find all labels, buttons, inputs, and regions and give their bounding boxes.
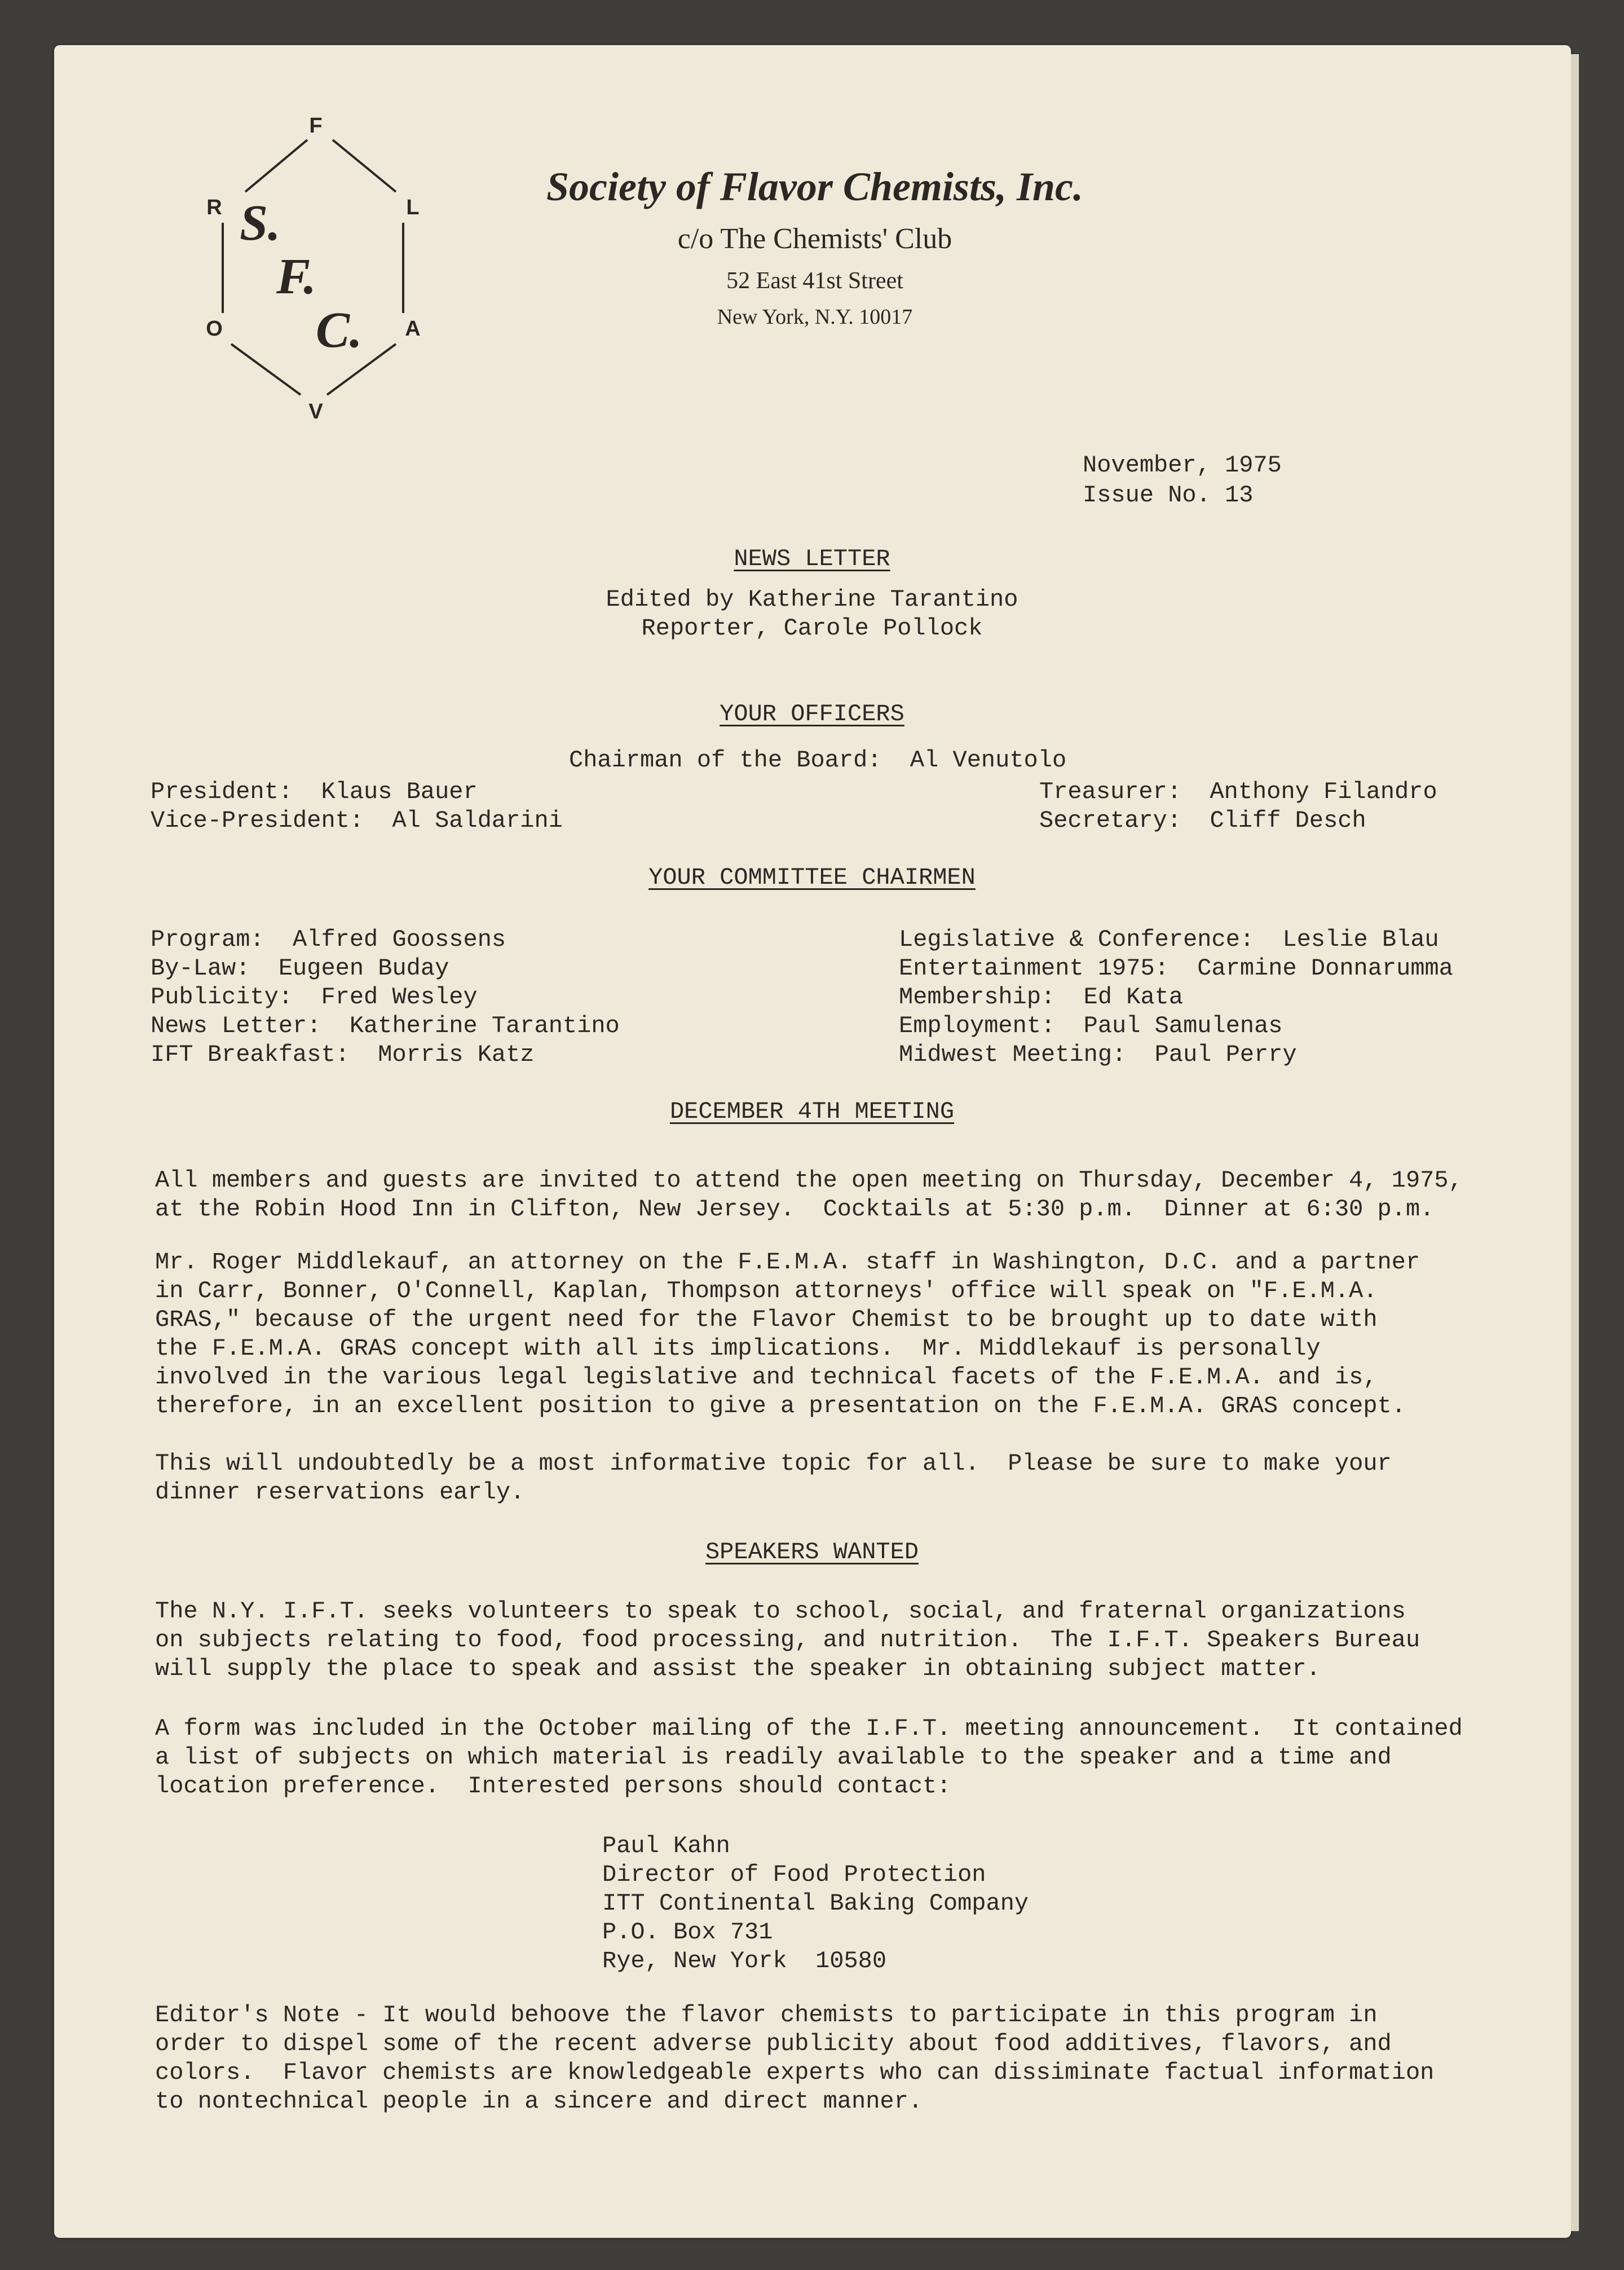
speakers-heading: SPEAKERS WANTED <box>705 1539 919 1566</box>
street-address: 52 East 41st Street <box>726 268 903 294</box>
city-address: New York, N.Y. 10017 <box>717 305 913 329</box>
officer-secretary: Secretary: Cliff Desch <box>1039 807 1366 834</box>
committee-item: Program: Alfred Goossens <box>151 926 506 953</box>
editors-note <box>155 2001 1434 2116</box>
logo-letter-l: L <box>406 196 420 219</box>
logo-letter-v: V <box>308 400 323 424</box>
officer-president: President: Klaus Bauer <box>151 778 478 805</box>
logo-monogram-f: F. <box>276 249 316 305</box>
text-line: dinner reservations early. <box>155 1479 525 1506</box>
contact-company: ITT Continental Baking Company <box>602 1890 1029 1917</box>
speakers-paragraph-2 <box>155 1714 1463 1801</box>
contact-name: Paul Kahn <box>602 1832 730 1859</box>
text-line: in Carr, Bonner, O'Connell, Kaplan, Thompson attorneys' office will speak on "F.E.M.A. <box>155 1277 1378 1304</box>
text-line: at the Robin Hood Inn in Clifton, New Jersey. Cocktails at 5:30 p.m. Dinner at 6:30 p.m. <box>155 1196 1435 1223</box>
committee-item: Legislative & Conference: Leslie Blau <box>899 926 1439 953</box>
care-of: c/o The Chemists' Club <box>677 223 952 255</box>
text-line: involved in the various legal legislative and technical facets of the F.E.M.A. and is, <box>155 1364 1378 1391</box>
committee-item: News Letter: Katherine Tarantino <box>151 1012 620 1039</box>
text-line: All members and guests are invited to attend the open meeting on Thursday, December 4, 1975, <box>155 1167 1463 1194</box>
logo-letter-a: A <box>405 317 421 341</box>
text-line: This will undoubtedly be a most informative topic for all. Please be sure to make your <box>155 1450 1392 1477</box>
contact-address <box>602 1832 1029 1976</box>
text-line: GRAS," because of the urgent need for the Flavor Chemist to be brought up to date with <box>155 1306 1378 1333</box>
logo-monogram-c: C. <box>316 302 363 358</box>
speakers-paragraph-1 <box>155 1597 1420 1683</box>
officer-vice-president: Vice-President: Al Saldarini <box>151 807 563 834</box>
page-edge <box>1571 54 1579 2231</box>
officers-heading: YOUR OFFICERS <box>720 700 904 728</box>
committee-item: By-Law: Eugeen Buday <box>151 955 449 982</box>
text-line: A form was included in the October mailing of the I.F.T. meeting announcement. It contained <box>155 1715 1463 1742</box>
reporter-credit: Reporter, Carole Pollock <box>641 615 983 642</box>
logo-monogram-s: S. <box>240 195 281 251</box>
contact-city: Rye, New York 10580 <box>602 1947 887 1974</box>
committee-item: Entertainment 1975: Carmine Donnarumma <box>899 955 1453 982</box>
meeting-paragraph-3 <box>155 1449 1392 1507</box>
committee-item: IFT Breakfast: Morris Katz <box>151 1041 535 1068</box>
text-line: will supply the place to speak and assist the speaker in obtaining subject matter. <box>155 1655 1321 1682</box>
text-line: Editor's Note - It would behoove the flavor chemists to participate in this program in <box>155 2002 1378 2029</box>
text-line: The N.Y. I.F.T. seeks volunteers to speak to school, social, and fraternal organizations <box>155 1598 1406 1625</box>
issue-number: Issue No. 13 <box>1083 482 1254 509</box>
committee-left-list <box>151 925 620 1069</box>
newsletter-title: NEWS LETTER <box>734 545 890 572</box>
organization-name: Society of Flavor Chemists, Inc. <box>546 164 1083 209</box>
text-line: to nontechnical people in a sincere and direct manner. <box>155 2088 923 2115</box>
logo-letter-o: O <box>206 317 223 341</box>
editor-credit: Edited by Katherine Tarantino <box>606 586 1018 613</box>
contact-po-box: P.O. Box 731 <box>602 1919 773 1946</box>
committee-item: Employment: Paul Samulenas <box>899 1012 1283 1039</box>
committee-item: Membership: Ed Kata <box>899 984 1184 1011</box>
text-line: location preference. Interested persons should contact: <box>155 1773 951 1800</box>
text-line: a list of subjects on which material is readily available to the speaker and a time and <box>155 1744 1392 1771</box>
text-line: order to dispel some of the recent adverse publicity about food additives, flavors, and <box>155 2030 1392 2057</box>
meeting-paragraph-2 <box>155 1248 1420 1421</box>
text-line: therefore, in an excellent position to give a presentation on the F.E.M.A. GRAS concept. <box>155 1392 1406 1420</box>
meeting-paragraph-1 <box>155 1166 1463 1224</box>
officer-treasurer: Treasurer: Anthony Filandro <box>1039 778 1437 805</box>
committee-right-list <box>899 925 1453 1069</box>
text-line: the F.E.M.A. GRAS concept with all its implications. Mr. Middlekauf is personally <box>155 1335 1321 1362</box>
committee-item: Midwest Meeting: Paul Perry <box>899 1041 1297 1068</box>
committee-item: Publicity: Fred Wesley <box>151 984 478 1011</box>
issue-date: November, 1975 <box>1083 452 1282 479</box>
text-line: Mr. Roger Middlekauf, an attorney on the F.E.M.A. staff in Washington, D.C. and a partner <box>155 1249 1420 1276</box>
chairman: Chairman of the Board: Al Venutolo <box>569 747 1067 774</box>
logo-letter-f: F <box>309 114 323 138</box>
committee-heading: YOUR COMMITTEE CHAIRMEN <box>648 864 976 891</box>
contact-title: Director of Food Protection <box>602 1861 986 1888</box>
text-line: on subjects relating to food, food processing, and nutrition. The I.F.T. Speakers Bureau <box>155 1627 1420 1654</box>
meeting-heading: DECEMBER 4TH MEETING <box>669 1098 955 1125</box>
text-line: colors. Flavor chemists are knowledgeable experts who can dissiminate factual information <box>155 2059 1435 2086</box>
logo-letter-r: R <box>206 196 222 219</box>
